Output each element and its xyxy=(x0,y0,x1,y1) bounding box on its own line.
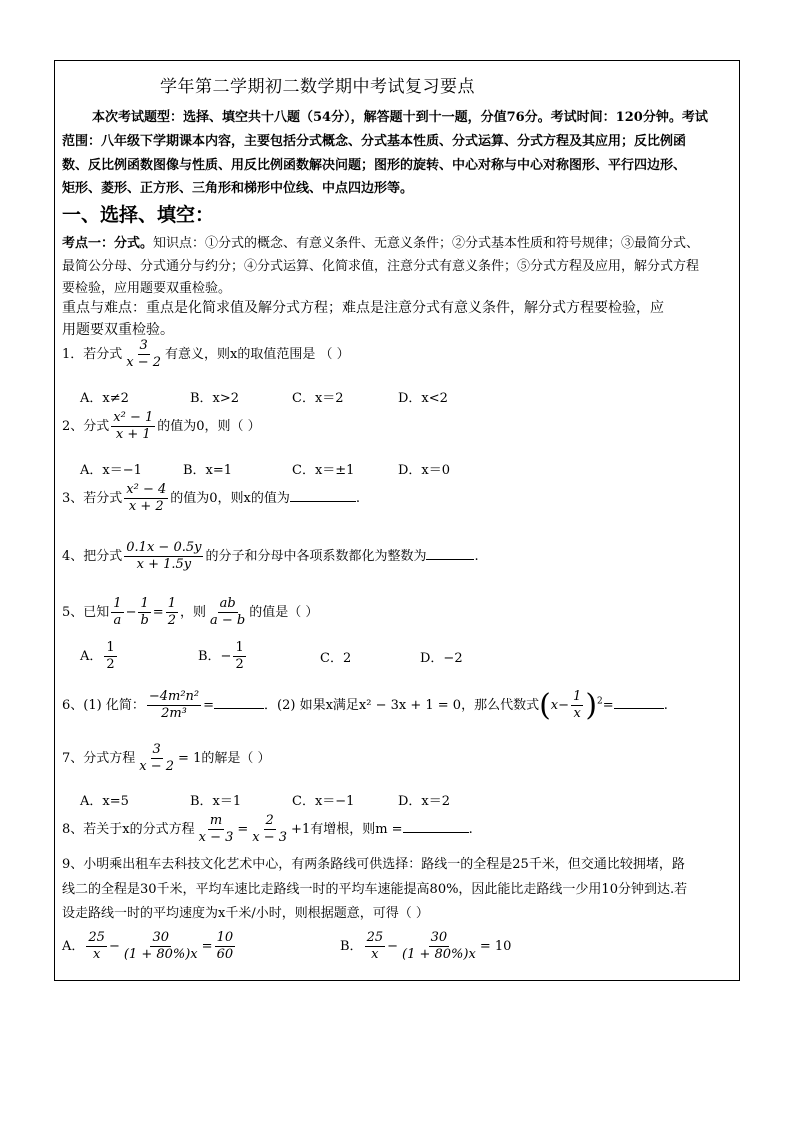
intro-line-4: 矩形、菱形、正方形、三角形和梯形中位线、中点四边形等。 xyxy=(62,181,414,196)
q6-end: . xyxy=(663,698,668,713)
q9b-frac-25x: $\frac{25}{x}$ xyxy=(366,930,384,962)
q1-prefix: 1．若分式 xyxy=(62,347,123,362)
q8-prefix: 8、若关于x的分式方程 xyxy=(62,822,195,837)
q9a-frac-10-60: $\frac{10}{60}$ xyxy=(216,930,234,962)
question-2 xyxy=(62,410,261,443)
q2-option-c: C．x＝±1 xyxy=(292,463,355,478)
q5-mid: ，则 xyxy=(179,605,206,620)
q7-option-c: C．x＝−1 xyxy=(292,794,355,809)
q4-numerator: 0.1x − 0.5y xyxy=(126,540,202,555)
q4-prefix: 4、把分式 xyxy=(62,549,123,564)
q2-numerator: x² − 1 xyxy=(113,410,154,425)
q2-suffix: 的值为0，则（ ） xyxy=(157,419,261,434)
kaodian-line-1 xyxy=(62,232,699,251)
q9a-frac-25x: $\frac{25}{x}$ xyxy=(88,930,105,962)
q5-option-a-label: A． xyxy=(80,649,103,664)
q4-fraction xyxy=(124,540,203,573)
q2-fraction xyxy=(111,410,155,443)
q5-option-b-label: B．− xyxy=(198,649,232,664)
q3-end: . xyxy=(355,491,361,506)
q7-option-b: B．x＝1 xyxy=(190,794,242,809)
q2-option-b: B．x=1 xyxy=(183,463,233,478)
q8-suffix: +1有增根，则m = xyxy=(291,822,403,837)
q9a-frac-30: $\frac{30}{(1 + 80\%)x}$ xyxy=(123,930,198,962)
q9-line-2: 线二的全程是30千米，平均车速比走路线一时的平均车速能提高80%，因此能比走路线一少用10分钟到达.若 xyxy=(62,882,688,897)
kaodian-line-2: 最简公分母、分式通分与约分；④分式运算、化简求值，注意分式有意义条件；⑤分式方程及应用，解分式方程 xyxy=(62,259,700,274)
q4-end: . xyxy=(474,549,479,564)
q7-option-d: D．x＝2 xyxy=(398,794,451,809)
q7-suffix: = 1的解是（ ） xyxy=(178,751,271,766)
q9-option-b-label: B． xyxy=(340,939,363,954)
q5-option-b xyxy=(198,640,248,673)
intro-line-2: 范围：八年级下学期课本内容，主要包括分式概念、分式基本性质、分式运算、分式方程及其应用；反比例函 xyxy=(62,134,687,149)
intro-line-3: 数、反比例函数图像与性质、用反比例函数解决问题；图形的旋转、中心对称与中心对称图形、平行四边形、 xyxy=(62,158,687,173)
q3-answer-blank[interactable] xyxy=(290,489,356,502)
q1-suffix: 有意义，则x的取值范围是 （ ） xyxy=(165,347,350,362)
q5-option-c: C．2 xyxy=(320,651,352,666)
q6-answer-blank-1[interactable] xyxy=(214,696,264,709)
q5-frac-1a: $\frac{1}{a}$ xyxy=(113,596,122,628)
question-7 xyxy=(62,742,270,775)
q5-option-a-num: 1 xyxy=(106,640,115,655)
q8-frac-2: $\frac{2}{x - 3}$ xyxy=(252,813,288,845)
q7-numerator: 3 xyxy=(152,742,161,757)
q9b-frac-30: $\frac{30}{(1 + 80\%)x}$ xyxy=(402,930,476,962)
q3-denominator: x + 2 xyxy=(128,499,164,514)
q5-frac-ab: $\frac{ab}{a - b}$ xyxy=(210,596,246,628)
q2-denominator: x + 1 xyxy=(115,427,151,442)
q5-option-b-fraction xyxy=(233,640,245,673)
q3-prefix: 3、若分式 xyxy=(62,491,123,506)
kaodian-text-1: 知识点：①分式的概念、有意义条件、无意义条件；②分式基本性质和符号规律；③最简分式、 xyxy=(153,236,700,251)
q9-option-b: B． $\frac{25}{x}$ − $\frac{30}{(1 + 80\%)x}$ = 10 xyxy=(340,930,512,962)
q3-suffix: 的值为0，则x的值为 xyxy=(170,491,290,506)
q5-frac-half: $\frac{1}{2}$ xyxy=(167,596,176,628)
question-6: 6、(1) 化简： $\frac{\text{−4m²n²}}{\text{2m³}}$ = ．(2) 如果x满足x² − 3x + 1 = 0，那么代数式(x− $\frac{1}{x}$ )$^2$= . xyxy=(62,688,668,723)
q1-option-b: B．x>2 xyxy=(190,391,240,406)
q1-option-d: D．x<2 xyxy=(398,391,448,406)
q3-fraction xyxy=(124,482,168,515)
q1-option-a: A．x≠2 xyxy=(80,391,129,406)
q5-frac-1b: $\frac{1}{b}$ xyxy=(140,596,149,628)
q2-prefix: 2、分式 xyxy=(62,419,110,434)
q7-fraction xyxy=(137,742,176,775)
q6-fraction xyxy=(147,689,201,722)
q6-numerator: −4m²n² xyxy=(148,689,200,704)
q3-numerator: x² − 4 xyxy=(126,482,167,497)
intro-line-1: 本次考试题型：选择、填空共十八题（54分），解答题十到十一题，分值76分。考试时间：120分钟。考试 xyxy=(92,110,708,125)
q6-answer-blank-2[interactable] xyxy=(614,696,664,709)
q6-prefix: 6、(1) 化简： xyxy=(62,698,145,713)
q2-option-d: D．x＝0 xyxy=(398,463,451,478)
q5-option-a xyxy=(80,640,119,673)
q2-option-a: A．x＝−1 xyxy=(80,463,142,478)
keypoints-line-1: 重点与难点：重点是化简求值及解分式方程；难点是注意分式有意义条件，解分式方程要检验，应 xyxy=(62,300,664,316)
q4-answer-blank[interactable] xyxy=(426,547,474,560)
q1-fraction xyxy=(124,338,163,371)
q9-option-a-label: A． xyxy=(62,939,85,954)
q9-line-3: 设走路线一时的平均速度为x千米/小时，则根据题意，可得（ ） xyxy=(62,906,429,921)
q6-denominator: 2m³ xyxy=(161,706,187,721)
q5-option-b-num: 1 xyxy=(235,640,244,655)
q8-end: . xyxy=(468,822,473,837)
q9-option-a: A． $\frac{25}{x}$ − $\frac{30}{(1 + 80\%)x}$ = $\frac{10}{60}$ xyxy=(62,930,234,962)
kaodian-line-3: 要检验，应用题要双重检验。 xyxy=(62,281,232,296)
q7-option-a: A．x=5 xyxy=(80,794,129,809)
q5-prefix: 5、已知 xyxy=(62,605,110,620)
kaodian-label: 考点一：分式。 xyxy=(62,236,154,251)
q8-frac-m: $\frac{m}{x - 3}$ xyxy=(198,813,234,845)
q1-denominator: x − 2 xyxy=(126,355,162,370)
question-5: 5、已知 $\frac{1}{a}$ − $\frac{1}{b}$ = $\frac{1}{2}$ ，则 $\frac{ab}{a - b}$ 的值是（ ） xyxy=(62,596,319,628)
q5-option-b-den: 2 xyxy=(235,657,244,672)
q1-numerator: 3 xyxy=(139,338,148,353)
q5-suffix: 的值是（ ） xyxy=(249,605,319,620)
section-heading: 一、选择、填空： xyxy=(62,204,215,226)
q4-denominator: x + 1.5y xyxy=(136,557,192,572)
q4-suffix: 的分子和分母中各项系数都化为整数为 xyxy=(205,549,427,564)
q7-prefix: 7、分式方程 xyxy=(62,751,136,766)
question-1 xyxy=(62,338,350,371)
q1-option-c: C．x＝2 xyxy=(292,391,344,406)
q5-option-a-den: 2 xyxy=(106,657,115,672)
question-3 xyxy=(62,482,360,515)
page-title: 学年第二学期初二数学期中考试复习要点 xyxy=(160,77,475,97)
question-8: 8、若关于x的分式方程 $\frac{m}{x - 3}$ = $\frac{2}{x - 3}$ +1有增根，则m = . xyxy=(62,813,473,845)
q6-frac-1x: $\frac{1}{x}$ xyxy=(573,689,582,721)
q9-line-1: 9、小明乘出租车去科技文化艺术中心，有两条路线可供选择：路线一的全程是25千米，但交通比较拥堵，路 xyxy=(62,857,685,872)
q5-option-a-fraction xyxy=(104,640,116,673)
q5-option-d: D．−2 xyxy=(420,651,463,666)
q6-mid: ．(2) 如果x满足x² − 3x + 1 = 0，那么代数式 xyxy=(264,698,540,713)
question-4 xyxy=(62,540,479,573)
q7-denominator: x − 2 xyxy=(139,759,175,774)
keypoints-line-2: 用题要双重检验。 xyxy=(62,322,174,338)
q8-answer-blank[interactable] xyxy=(403,820,469,833)
